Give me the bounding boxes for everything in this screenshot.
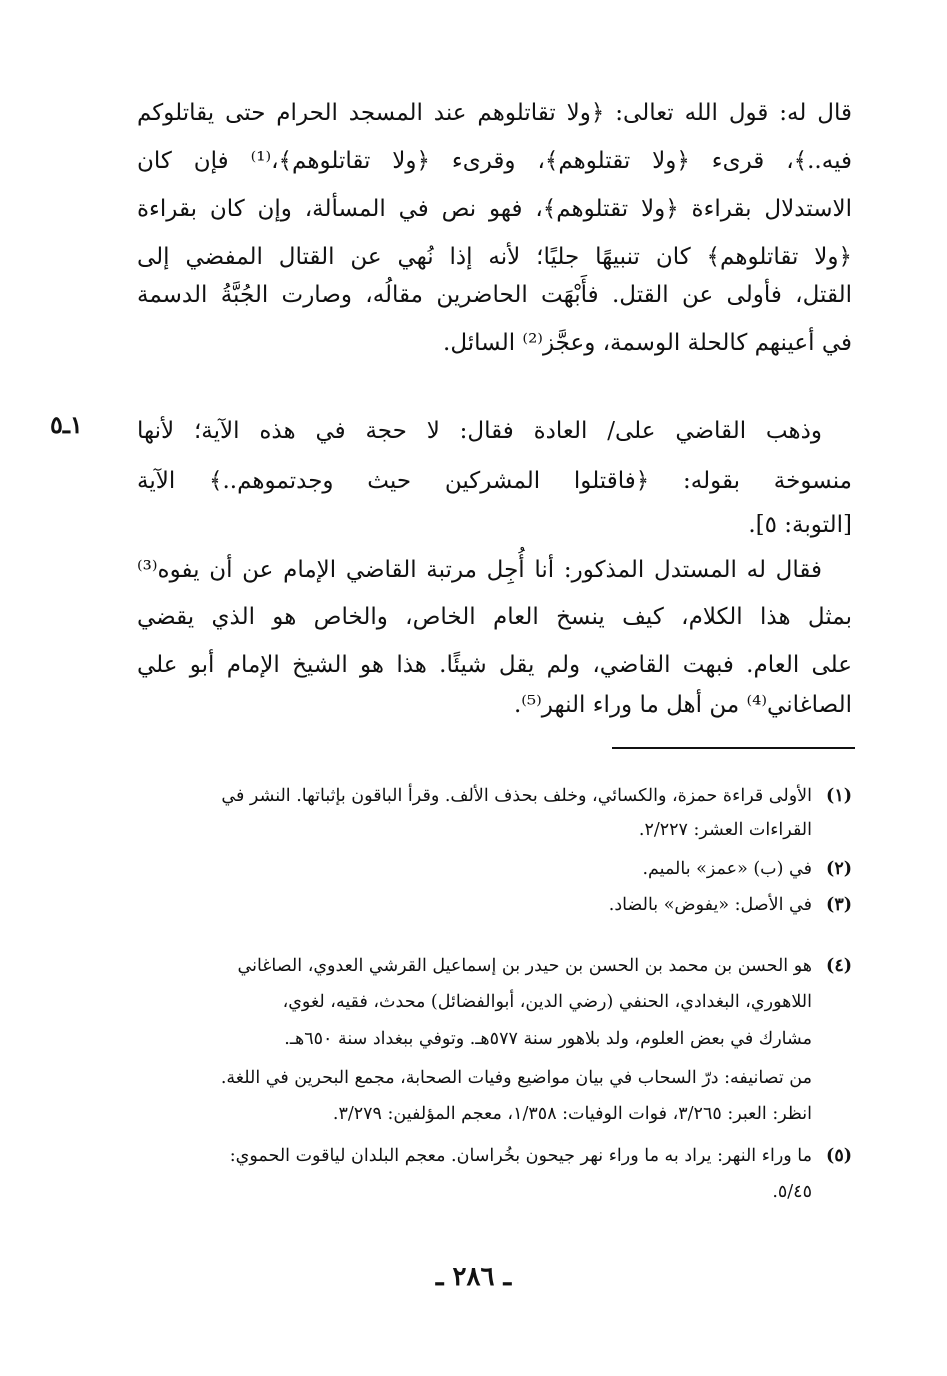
text-line: فقال له المستدل المذكور: أنا أُجِل مرتبة القاضي الإمام عن أن يفوه⁽³⁾ bbox=[137, 557, 822, 583]
text-line: ﴿ولا تقاتلوهم﴾ كان تنبيهًا جليًا؛ لأنه إذا نُهي عن القتال المفضي إلى bbox=[137, 244, 852, 270]
footnote-5 bbox=[134, 1140, 852, 1173]
footnote-4-cont: مشارك في بعض العلوم، ولد بلاهور سنة ٥٧٧هـ. وتوفي ببغداد سنة ٦٥٠هـ. bbox=[284, 1029, 812, 1049]
footnote-number: (٣) bbox=[826, 895, 852, 915]
footnote-4 bbox=[134, 950, 852, 983]
text-line: بمثل هذا الكلام، كيف ينسخ العام الخاص، والخاص هو الذي يقضي bbox=[137, 604, 852, 630]
footnote-text: ما وراء النهر: يراد به ما وراء نهر جيحون بخُراسان. معجم البلدان لياقوت الحموي: bbox=[229, 1146, 812, 1166]
footnote-number: (١) bbox=[826, 786, 852, 806]
footnote-text: في الأصل: «يفوض» بالضاد. bbox=[608, 895, 812, 915]
footnote-4-cont: اللاهوري، البغدادي، الحنفي (رضي الدين، أبوالفضائل) محدث، فقيه، لغوي، bbox=[282, 992, 812, 1012]
footnote-1 bbox=[134, 780, 852, 813]
text-line: قال له: قول الله تعالى: ﴿ولا تقاتلوهم عند المسجد الحرام حتى يقاتلوكم bbox=[137, 100, 852, 126]
text-line: منسوخة بقوله: ﴿فاقتلوا المشركين حيث وجدتموهم..﴾ الآية bbox=[137, 468, 852, 494]
text-line: القتل، فأولى عن القتل. فأَبْهَت الحاضرين مقالُه، وصارت الجُبَّةُ الدسمة bbox=[137, 282, 852, 308]
footnote-3 bbox=[134, 889, 852, 922]
footnote-2 bbox=[134, 853, 852, 886]
footnote-text: هو الحسن بن محمد بن الحسن بن حيدر بن إسماعيل القرشي العدوي، الصاغاني bbox=[237, 956, 812, 976]
text-line: وذهب القاضي على/ العادة فقال: لا حجة في هذه الآية؛ لأنها bbox=[137, 418, 822, 444]
footnote-text: الأولى قراءة حمزة، والكسائي، وخلف بحذف الألف. وقرأ الباقون بإثباتها. النشر في bbox=[221, 786, 812, 806]
footnote-number: (٥) bbox=[826, 1146, 852, 1166]
footnote-1-cont: القراءات العشر: ٢/٢٢٧. bbox=[638, 820, 812, 840]
footnote-number: (٤) bbox=[826, 956, 852, 976]
footnote-4-cont: انظر: العبر: ٣/٢٦٥، فوات الوفيات: ١/٣٥٨، معجم المؤلفين: ٣/٢٧٩. bbox=[332, 1104, 812, 1124]
footnote-number: (٢) bbox=[826, 859, 852, 879]
footnote-text: في (ب) «عمز» بالميم. bbox=[642, 859, 812, 879]
text-line: الاستدلال بقراءة ﴿ولا تقتلوهم﴾، فهو نص في المسألة، وإن كان بقراءة bbox=[137, 196, 852, 222]
footnote-5-cont: ٥/٤٥. bbox=[772, 1182, 812, 1202]
text-line: الصاغاني⁽⁴⁾ من أهل ما وراء النهر⁽⁵⁾. bbox=[513, 692, 852, 718]
footnote-separator bbox=[612, 747, 855, 749]
text-line: [التوبة: ٥]. bbox=[748, 512, 852, 538]
text-line: فيه..﴾، قرىء ﴿ولا تقتلوهم﴾، وقرىء ﴿ولا تقاتلوهم﴾،⁽¹⁾ فإن كان bbox=[137, 148, 852, 174]
section-number: ١ـ٥ bbox=[50, 410, 83, 439]
text-line: في أعينهم كالحلة الوسمة، وعجَّز⁽²⁾ السائل. bbox=[443, 330, 852, 356]
text-line: على العام. فبهت القاضي، ولم يقل شيئًا. هذا هو الشيخ الإمام أبو علي bbox=[137, 652, 852, 678]
page-number: ـ ٢٨٦ ـ bbox=[435, 1262, 512, 1292]
footnote-4-cont: من تصانيفه: درّ السحاب في بيان مواضيع وفيات الصحابة، مجمع البحرين في اللغة. bbox=[220, 1068, 812, 1088]
